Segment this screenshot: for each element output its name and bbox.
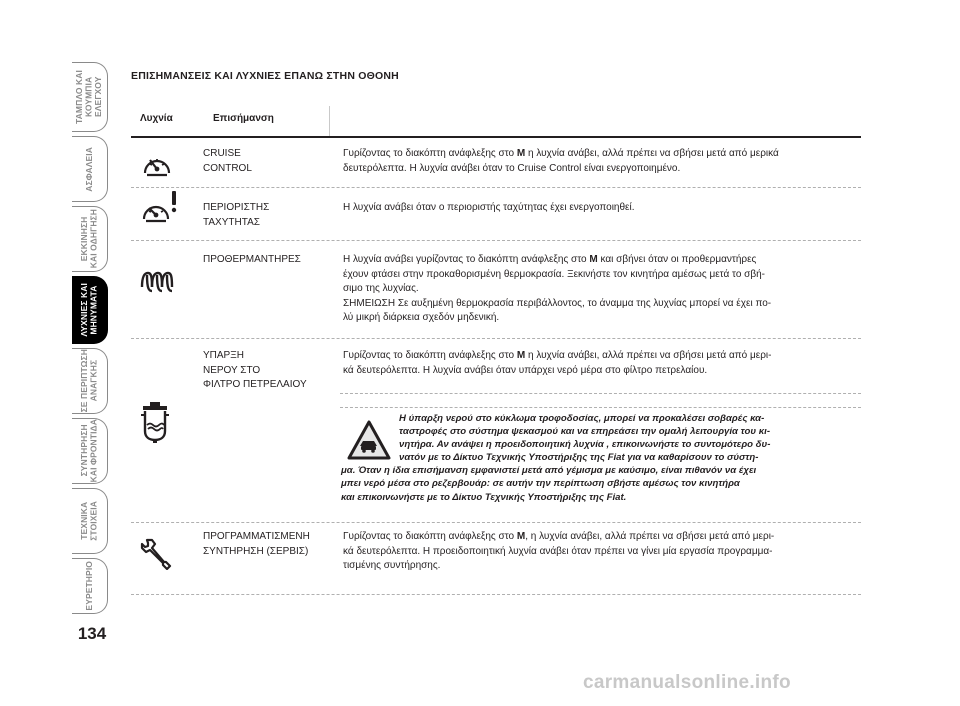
- lamp-description: Γυρίζοντας το διακόπτη ανάφλεξης στο M, η λυχνία ανάβει, αλλά πρέπει να σβήσει μετά από μερι- κά δευτερόλεπτα. Η προειδοποιητική λυχνία ανάβει όταν πρέπει να γίνει μία εργασία προγραμμα- τισμένης συντήρησης.: [343, 531, 775, 572]
- wrench-icon: [139, 536, 173, 575]
- lamp-description: Η λυχνία ανάβει όταν ο περιοριστής ταχύτητας έχει ενεργοποιηθεί.: [343, 202, 635, 213]
- watermark: carmanualsonline.info: [583, 672, 791, 693]
- water-in-fuel-icon: [139, 401, 171, 448]
- lamp-name: ΠΕΡΙΟΡΙΣΤΗΣ ΤΑΧΥΤΗΤΑΣ: [203, 202, 270, 228]
- warning-text: [341, 412, 862, 504]
- cruise-control-icon: [139, 151, 175, 184]
- tab-label: ΕΚΚΙΝΗΣΗ ΚΑΙ ΟΔΗΓΗΣΗ: [79, 209, 99, 269]
- tab-emergency[interactable]: [72, 348, 108, 414]
- tab-label: ΤΑΜΠΛΟ ΚΑΙ ΚΟΥΜΠΙΑ ΕΛΕΓΧΟΥ: [74, 70, 104, 124]
- lamp-description: Γυρίζοντας το διακόπτη ανάφλεξης στο M η λυχνία ανάβει, αλλά πρέπει να σβήσει μετά από μερι- κά δευτερόλεπτα. Η λυχνία ανάβει όταν υπάρχει νερό μέρα στο φίλτρο πετρελαίου.: [343, 350, 772, 376]
- tab-label: ΑΣΦΑΛΕΙΑ: [83, 146, 94, 192]
- row-divider: [340, 393, 861, 394]
- tab-technical-data[interactable]: [72, 488, 108, 554]
- column-divider: [329, 106, 330, 136]
- warning-line: νατόν με το Δίκτυο Τεχνικής Υποστήριξης της Fiat για να καθαρίσουν το σύστη-: [399, 452, 759, 464]
- lamp-description: Η λυχνία ανάβει γυρίζοντας το διακόπτη ανάφλεξης στο M και σβήνει όταν οι προθερμαντήρες έχουν φτάσει στην προκαθορισμένη θερμοκρασία. Ξεκινήστε τον κινητήρα αμέσως μετά το σβή- σιμο της λυχνίας. ΣΗΜΕΙΩΣΗ Σε αυξημένη θερμοκρασία περιβάλλοντος, το άναμμα της λυχνίας μπορεί να έχει πο- λύ μικρή διάρκεια σχεδόν μηδενική.: [343, 254, 772, 324]
- header-rule: [131, 136, 861, 138]
- column-header-signal: Επισήμανση: [213, 113, 274, 124]
- row-divider: [131, 338, 861, 339]
- column-header-lamp: Λυχνία: [140, 113, 173, 124]
- tab-label: ΛΥΧΝΙΕΣ ΚΑΙ ΜΗΝΥΜΑΤΑ: [79, 283, 99, 337]
- tab-maintenance[interactable]: [72, 418, 108, 484]
- warning-line: και επικοινωνήστε με το Δίκτυο Τεχνικής Υποστήριξης της Fiat.: [341, 491, 627, 503]
- page-number: 134: [77, 624, 107, 643]
- warning-line: νητήρα. Αν ανάψει η προειδοποιητική λυχνία , επικοινωνήστε το συντομότερο δυ-: [399, 439, 771, 451]
- row-divider: [131, 522, 861, 523]
- row-divider: [131, 240, 861, 241]
- speed-limiter-icon: [139, 189, 179, 230]
- tab-index[interactable]: [72, 558, 108, 614]
- warning-line: μα. Όταν η ίδια επισήμανση εμφανιστεί μετά από γέμισμα με καύσιμο, είναι πιθανόν να έχει: [341, 465, 757, 477]
- page-title: ΕΠΙΣΗΜΑΝΣΕΙΣ ΚΑΙ ΛΥΧΝΙΕΣ ΕΠΑΝΩ ΣΤΗΝ ΟΘΟΝΗ: [131, 70, 399, 82]
- row-divider: [340, 407, 861, 408]
- lamp-name: ΥΠΑΡΞΗ ΝΕΡΟΥ ΣΤΟ ΦΙΛΤΡΟ ΠΕΤΡΕΛΑΙΟΥ: [203, 350, 307, 390]
- warning-line: Η ύπαρξη νερού στο κύκλωμα τροφοδοσίας, μπορεί να προκαλέσει σοβαρές κα-: [399, 413, 765, 424]
- glow-plug-icon: [139, 267, 179, 298]
- warning-line: μπει νερό μέσα στο ρεζερβουάρ: σε αυτήν την περίπτωση σβήστε αμέσως τον κινητήρα: [341, 478, 740, 490]
- lamp-description: Γυρίζοντας το διακόπτη ανάφλεξης στο M η λυχνία ανάβει, αλλά πρέπει να σβήσει μετά από μερικά δευτερόλεπτα. Η λυχνία ανάβει όταν το Cruise Control είναι ενεργοποιημένο.: [343, 148, 779, 174]
- tab-label: ΣΥΝΤΗΡΗΣΗ ΚΑΙ ΦΡΟΝΤΙΔΑ: [79, 419, 99, 483]
- tab-dashboard-controls[interactable]: [72, 62, 108, 132]
- row-divider: [131, 187, 861, 188]
- warning-line: ταστροφές στο σύστημα ψεκασμού και να επηρεάσει την ομαλή λειτουργία του κι-: [399, 426, 771, 438]
- lamp-name: CRUISE CONTROL: [203, 148, 252, 174]
- tab-warning-lights[interactable]: [72, 276, 108, 344]
- row-divider: [131, 594, 861, 595]
- tab-label: ΣΕ ΠΕΡΙΠΤΩΣΗ ΑΝΑΓΚΗΣ: [79, 349, 99, 413]
- tab-starting-driving[interactable]: [72, 206, 108, 272]
- tab-label: ΕΥΡΕΤΗΡΙΟ: [83, 561, 94, 611]
- warning-note: [341, 412, 862, 522]
- tab-label: ΤΕΧΝΙΚΑ ΣΤΟΙΧΕΙΑ: [79, 501, 99, 541]
- lamp-name: ΠΡΟΘΕΡΜΑΝΤΗΡΕΣ: [203, 254, 301, 265]
- tab-safety[interactable]: [72, 136, 108, 202]
- lamp-name: ΠΡΟΓΡΑΜΜΑΤΙΣΜΕΝΗ ΣΥΝΤΗΡΗΣΗ (ΣΕΡΒΙΣ): [203, 531, 310, 557]
